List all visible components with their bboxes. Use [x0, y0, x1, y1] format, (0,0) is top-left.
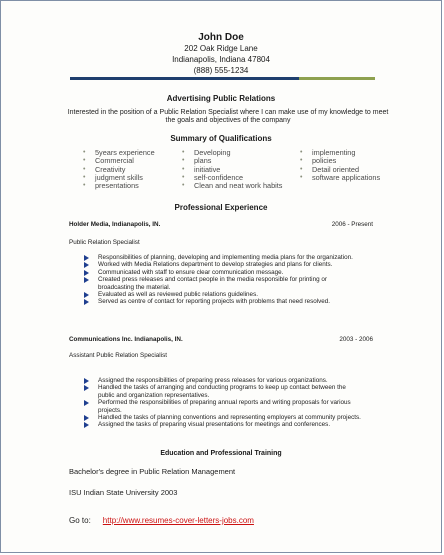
- qualification-item: • Clean and neat work habits: [182, 181, 283, 191]
- qualification-item: • initiative: [182, 164, 221, 174]
- job-dates: 2003 - 2006: [339, 336, 373, 343]
- arrow-bullet-icon: [84, 270, 89, 276]
- qualification-item: • judgment skills: [83, 172, 143, 182]
- duty-item: Created press releases and contact people in the media responsible for printing or broadcasting the material.: [84, 276, 364, 291]
- bullet-dot-icon: •: [182, 165, 185, 173]
- bullet-dot-icon: •: [182, 173, 185, 181]
- qualification-item: • Detail oriented: [300, 164, 360, 174]
- arrow-bullet-icon: [84, 299, 89, 305]
- arrow-bullet-icon: [84, 378, 89, 384]
- qualification-item: • Creativity: [83, 164, 126, 174]
- goto-label: Go to:: [69, 516, 91, 525]
- duty-item: Communicated with staff to ensure clear communication message.: [84, 269, 364, 276]
- divider-segment-dark: [70, 77, 299, 80]
- qualifications-column-1: [83, 149, 155, 190]
- job-role: Public Relation Specialist: [69, 239, 140, 246]
- bullet-dot-icon: •: [300, 149, 303, 156]
- duty-item: Assigned the responsibilities of preparing press releases for various organizations.: [84, 377, 364, 384]
- phone-number: (888) 555-1234: [193, 66, 249, 75]
- arrow-bullet-icon: [84, 277, 89, 283]
- job-duties-list: [84, 377, 364, 429]
- education-school: ISU Indian State University 2003: [69, 488, 178, 497]
- qualification-item: • plans: [182, 156, 212, 166]
- education-degree: Bachelor's degree in Public Relation Management: [69, 467, 236, 476]
- job-duties-list: [84, 254, 364, 306]
- qualification-item: • Commercial: [83, 156, 134, 166]
- divider-segment-green: [299, 77, 375, 80]
- bullet-dot-icon: •: [83, 149, 86, 156]
- arrow-bullet-icon: [84, 422, 89, 428]
- bullet-dot-icon: •: [83, 173, 86, 181]
- bullet-dot-icon: •: [300, 157, 303, 165]
- job-role: Assistant Public Relation Specialist: [69, 352, 167, 359]
- city-state-zip: Indianapolis, Indiana 47804: [172, 55, 270, 64]
- bullet-dot-icon: •: [182, 157, 185, 165]
- bullet-dot-icon: •: [182, 182, 185, 190]
- duty-item: Evaluated as well as reviewed public relations guidelines.: [84, 291, 364, 298]
- arrow-bullet-icon: [84, 292, 89, 298]
- bullet-dot-icon: •: [83, 165, 86, 173]
- header-divider: [70, 77, 375, 80]
- duty-item: Responsibilities of planning, developing and implementing media plans for the organization.: [84, 254, 364, 261]
- bullet-dot-icon: •: [300, 173, 303, 181]
- footer-goto: [69, 516, 254, 525]
- duty-item: Served as centre of contact for reporting projects with problems that need resolved.: [84, 298, 364, 305]
- qualifications-column-2: [182, 149, 282, 190]
- qualification-item: • software applications: [300, 172, 381, 182]
- qualifications-column-3: [300, 149, 380, 182]
- qualification-item: • policies: [300, 156, 337, 166]
- contact-header: [1, 32, 441, 76]
- duty-item: Handled the tasks of arranging and conducting programs to keep up contact between the public and organization representatives.: [84, 384, 364, 399]
- qualification-item: • implementing: [300, 148, 356, 157]
- duty-item: Worked with Media Relations department to develop strategies and plans for clients.: [84, 261, 364, 268]
- job-company: Communications Inc. Indianapolis, IN.: [69, 336, 183, 343]
- arrow-bullet-icon: [84, 400, 89, 406]
- applicant-name: John Doe: [198, 32, 244, 43]
- bullet-dot-icon: •: [300, 165, 303, 173]
- arrow-bullet-icon: [84, 385, 89, 391]
- arrow-bullet-icon: [84, 262, 89, 268]
- qualification-item: • Developing: [182, 148, 231, 157]
- duty-item: Handled the tasks of planning conventions and representing employers at community projects.: [84, 414, 364, 421]
- bullet-dot-icon: •: [83, 157, 86, 165]
- bullet-dot-icon: •: [83, 182, 86, 190]
- qualifications-title: Summary of Qualifications: [170, 134, 272, 143]
- education-title: Education and Professional Training: [160, 450, 282, 457]
- bullet-dot-icon: •: [182, 149, 185, 156]
- experience-title: Professional Experience: [174, 203, 268, 212]
- duty-item: Performed the responsibilities of preparing annual reports and writing proposals for various projects.: [84, 399, 364, 414]
- objective-text: Interested in the position of a Public Relation Specialist where I can make use of my knowledge to meet the goals and objectives of the company: [67, 109, 389, 124]
- job-dates: 2006 - Present: [331, 221, 373, 228]
- duty-item: Assigned the tasks of preparing visual presentations for meetings and conferences.: [84, 421, 364, 428]
- qualification-item: • 5years experience: [83, 148, 155, 157]
- website-link[interactable]: http://www.resumes-cover-letters-jobs.com: [102, 516, 254, 525]
- qualification-item: • self-confidence: [182, 172, 244, 182]
- objective-title: Advertising Public Relations: [166, 94, 276, 103]
- arrow-bullet-icon: [84, 255, 89, 261]
- arrow-bullet-icon: [84, 415, 89, 421]
- qualification-item: • presentations: [83, 181, 139, 191]
- job-company: Holder Media, Indianapolis, IN.: [69, 221, 161, 228]
- street-address: 202 Oak Ridge Lane: [184, 44, 258, 53]
